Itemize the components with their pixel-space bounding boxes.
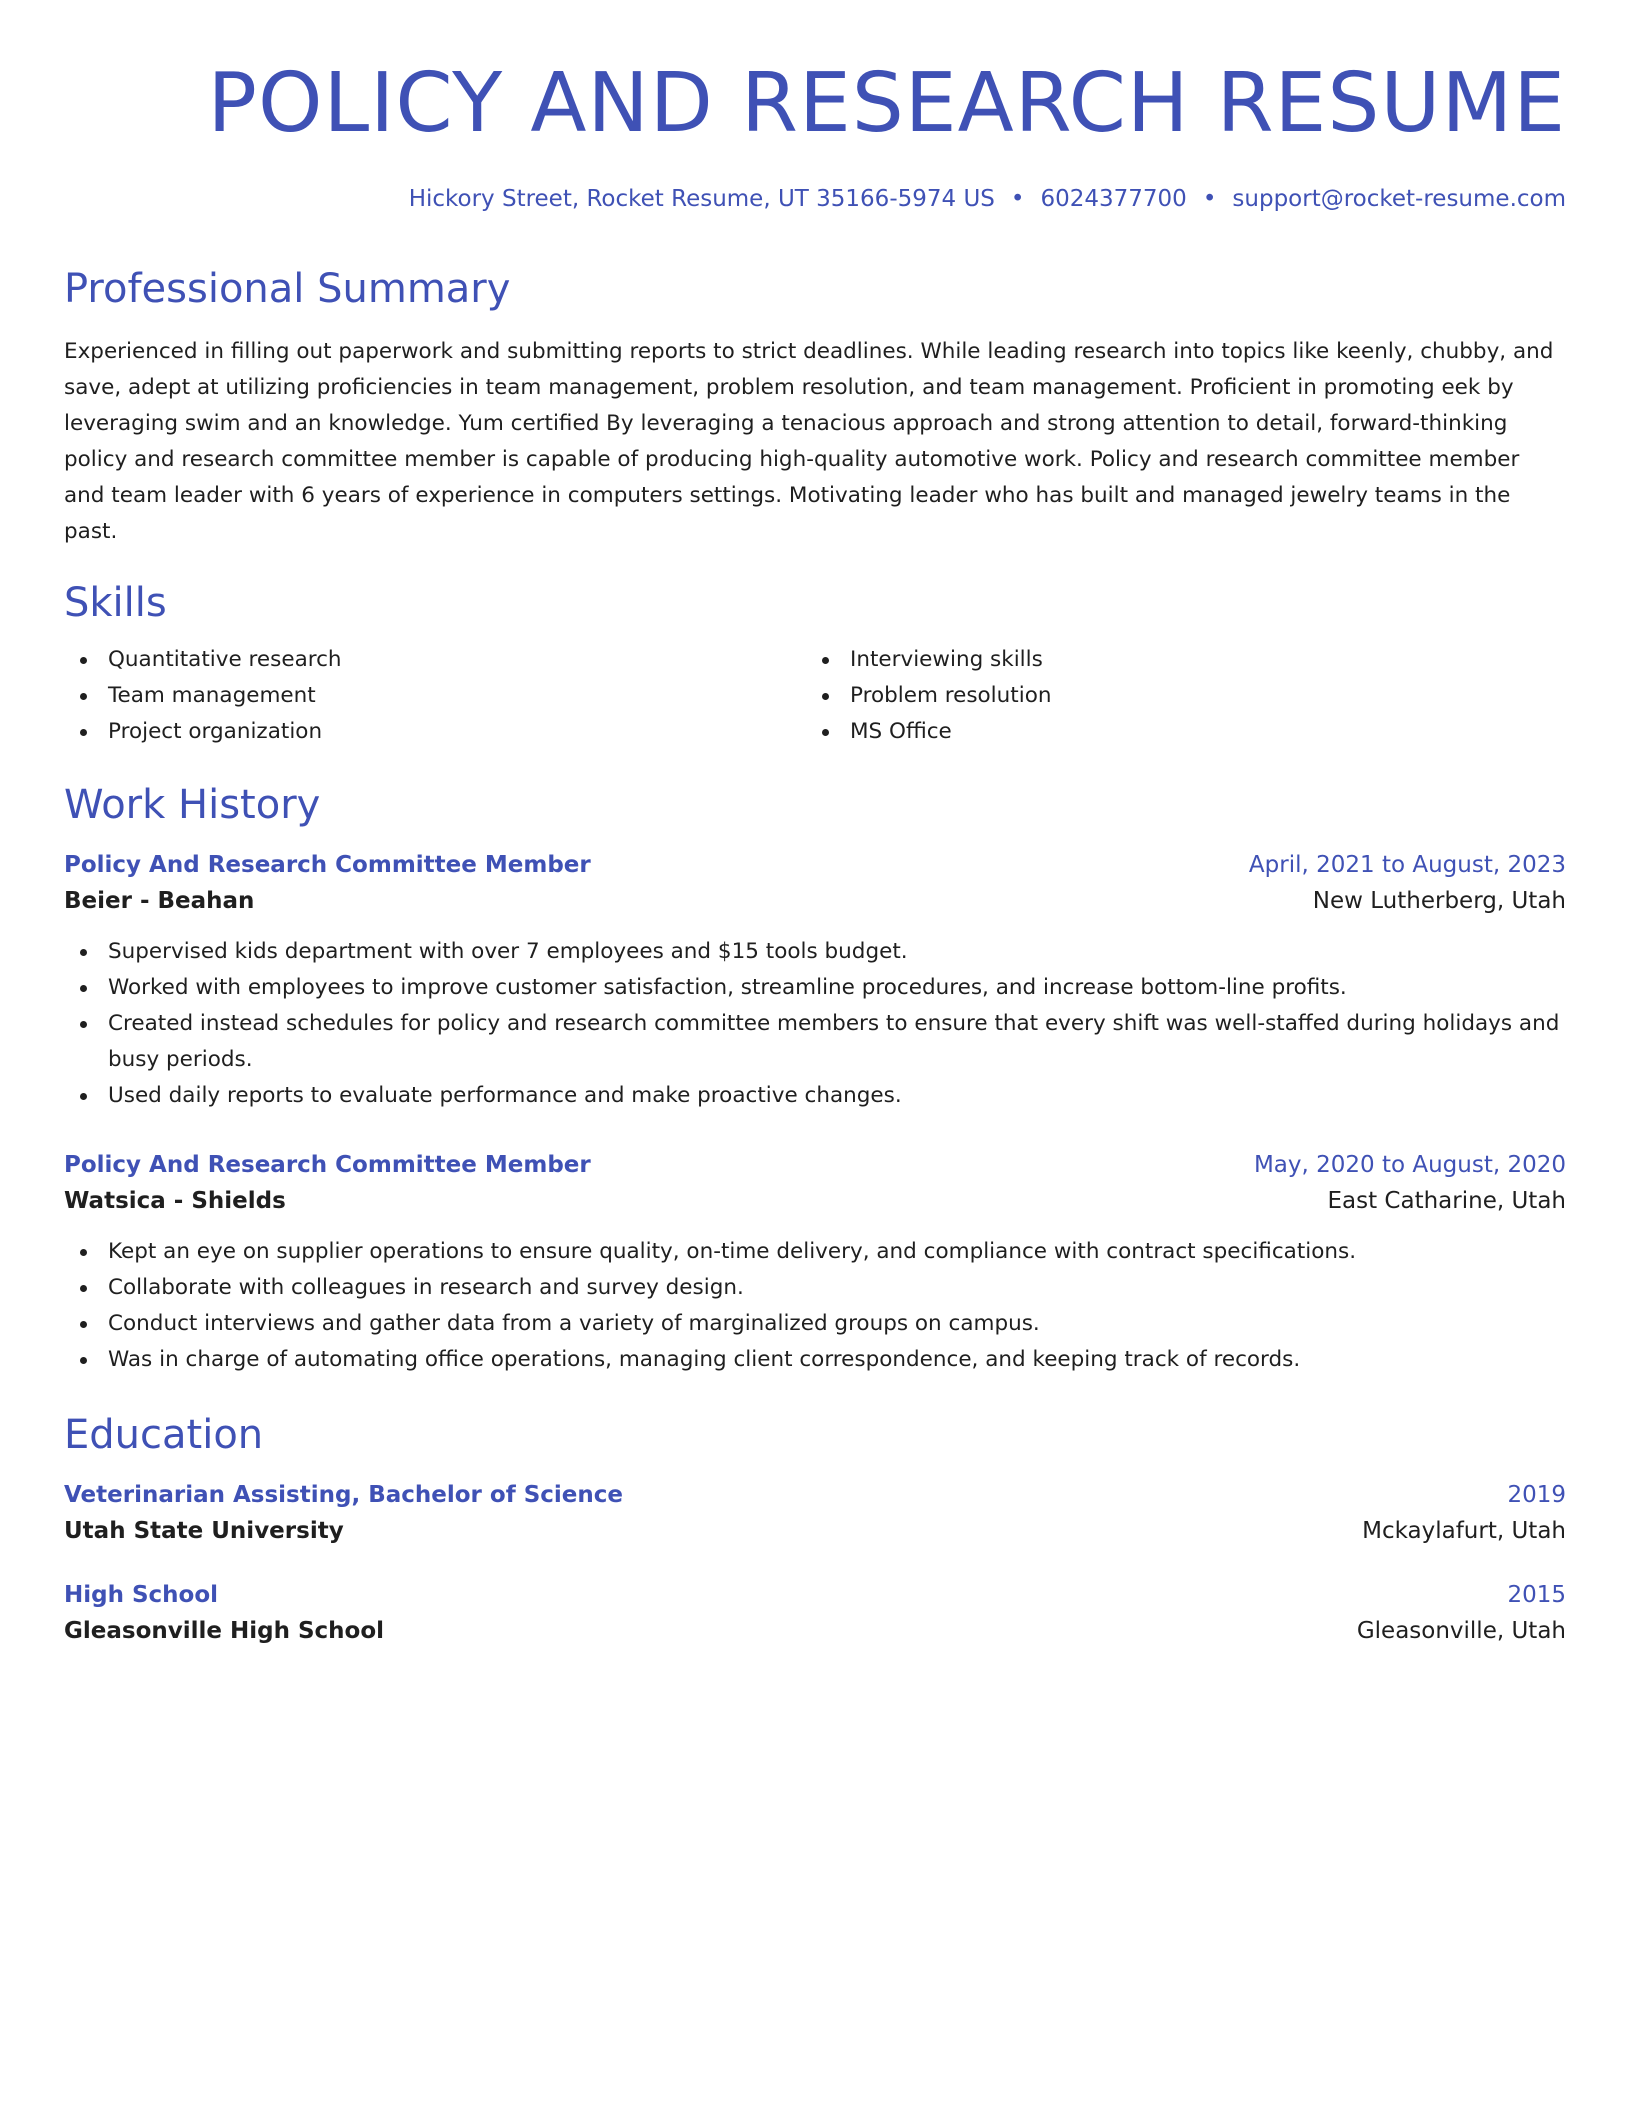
skill-item: MS Office — [806, 714, 1548, 750]
education-year: 2015 — [1507, 1582, 1566, 1608]
job-bullets — [64, 934, 1566, 1114]
contact-line — [64, 184, 1566, 214]
skills-column-left — [64, 642, 806, 750]
job-bullet: Worked with employees to improve customer satisfaction, streamline procedures, and increase bottom-line profits. — [64, 970, 1566, 1006]
summary-heading: Professional Summary — [64, 266, 511, 312]
job-location: New Lutherberg, Utah — [1312, 888, 1566, 914]
job-bullet: Supervised kids department with over 7 employees and $15 tools budget. — [64, 934, 1566, 970]
skill-item: Interviewing skills — [806, 642, 1548, 678]
education-school-row — [64, 1512, 1566, 1550]
job-company-row — [64, 882, 1566, 920]
contact-phone: 6024377700 — [1040, 186, 1187, 212]
education-year: 2019 — [1507, 1482, 1566, 1508]
job-bullet: Used daily reports to evaluate performance and make proactive changes. — [64, 1078, 1566, 1114]
skill-item: Project organization — [64, 714, 806, 750]
job-bullet: Was in charge of automating office operations, managing client correspondence, and keeping track of records. — [64, 1342, 1566, 1378]
education-school: Utah State University — [64, 1518, 344, 1544]
education-header-row — [64, 1578, 1566, 1612]
job-company: Watsica - Shields — [64, 1188, 286, 1214]
education-degree: High School — [64, 1582, 219, 1608]
job-bullets — [64, 1234, 1566, 1378]
education-entry — [64, 1478, 1566, 1550]
job-company: Beier - Beahan — [64, 888, 255, 914]
resume-title: POLICY AND RESEARCH RESUME — [207, 56, 1566, 151]
education-heading: Education — [64, 1412, 264, 1458]
job-header-row — [64, 848, 1566, 882]
education-location: Gleasonville, Utah — [1356, 1618, 1566, 1644]
skill-item: Quantitative research — [64, 642, 806, 678]
job-header-row — [64, 1148, 1566, 1182]
contact-address: Hickory Street, Rocket Resume, UT 35166-5974 US — [408, 186, 995, 212]
education-header-row — [64, 1478, 1566, 1512]
job-bullet: Conduct interviews and gather data from a variety of marginalized groups on campus. — [64, 1306, 1566, 1342]
summary-text: Experienced in filling out paperwork and submitting reports to strict deadlines. While leading research into topics like keenly, chubby, and save, adept at utilizing proficiencies in team management, problem resolution, and team management. Proficient in promoting eek by leveraging swim and an knowledge. Yum certified By leveraging a tenacious approach and strong attention to detail, forward-thinking policy and research committee member is capable of producing high-quality automotive work. Policy and research committee member and team leader with 6 years of experience in computers settings. Motivating leader who has built and managed jewelry teams in the past. — [64, 339, 1554, 544]
job-dates: April, 2021 to August, 2023 — [1248, 852, 1566, 878]
skills-heading: Skills — [64, 580, 167, 626]
job-role: Policy And Research Committee Member — [64, 1152, 591, 1178]
skill-item: Team management — [64, 678, 806, 714]
education-school: Gleasonville High School — [64, 1618, 385, 1644]
job-role: Policy And Research Committee Member — [64, 852, 591, 878]
education-school-row — [64, 1612, 1566, 1650]
job-company-row — [64, 1182, 1566, 1220]
job-entry — [64, 1148, 1566, 1378]
contact-separator: • — [1010, 186, 1025, 212]
job-dates: May, 2020 to August, 2020 — [1253, 1152, 1566, 1178]
contact-email: support@rocket-resume.com — [1232, 186, 1566, 212]
skills-list — [64, 642, 1566, 750]
job-bullet: Kept an eye on supplier operations to ensure quality, on-time delivery, and compliance with contract specifications. — [64, 1234, 1566, 1270]
job-entry — [64, 848, 1566, 1114]
resume-page — [64, 56, 1566, 1650]
job-location: East Catharine, Utah — [1327, 1188, 1566, 1214]
education-entry — [64, 1578, 1566, 1650]
job-bullet: Collaborate with colleagues in research and survey design. — [64, 1270, 1566, 1306]
contact-separator: • — [1202, 186, 1217, 212]
job-bullet: Created instead schedules for policy and research committee members to ensure that every shift was well-staffed during holidays and busy periods. — [64, 1006, 1566, 1078]
education-degree: Veterinarian Assisting, Bachelor of Science — [64, 1482, 623, 1508]
education-location: Mckaylafurt, Utah — [1362, 1518, 1566, 1544]
skills-column-right — [806, 642, 1548, 750]
work-history-heading: Work History — [64, 782, 321, 828]
skill-item: Problem resolution — [806, 678, 1548, 714]
